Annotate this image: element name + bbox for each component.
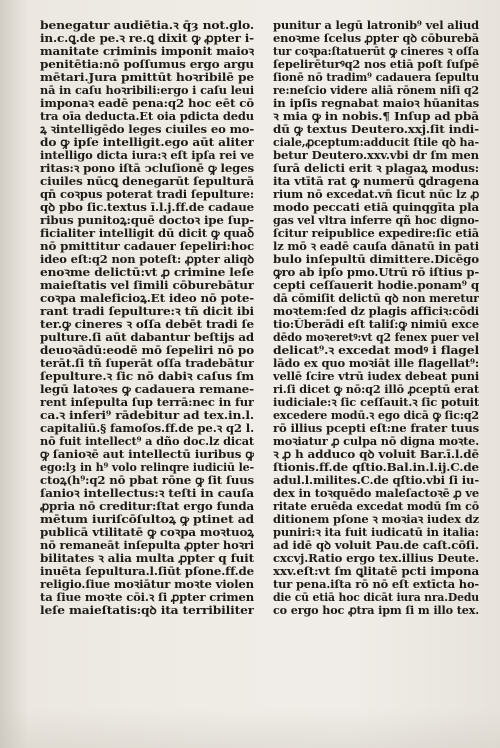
text-line: ꝙro ab ipſo pmo.Utrū rō iſtius p- <box>273 266 479 279</box>
text-line: vellē ſcire vtrū iudex debeat puni <box>273 370 479 383</box>
text-line: gas vel vltra inferre qñ hoc digno- <box>273 214 479 227</box>
text-line: terāt.ſi tñ ſuperāt oſſa tradebātur <box>40 357 254 370</box>
text-line: puniri:ꝛ ita fuit iudicatū in italia: <box>273 526 479 539</box>
text-line: ꝝ ꝛintelligēdo leges ciuiles eo mo- <box>40 123 254 136</box>
text-line: ſionē nō tradim⁹ cadauera ſepultu <box>273 71 479 84</box>
text-line: qn̄ coꝛpus poterat tradi ſepulture: <box>40 188 254 201</box>
text-line: bulo inſepultū dimittere.Dicēgo <box>273 253 479 266</box>
text-line: die cū etiā hoc dicāt iura nra.Dedu <box>273 591 479 604</box>
text-line: legū latoꝛes ꝙ cadauera remane- <box>40 383 254 396</box>
text-line: do ꝙ ipſe intelligit.ego aūt aliter <box>40 136 254 149</box>
text-line: lz mō ꝛ eadē cauſa dānatū in pati <box>273 240 479 253</box>
text-line: ctoꝝ(h⁹:q2 nō pbat rōne ꝙ ſit ſuus <box>40 474 254 487</box>
text-line: dū ꝙ textus Deutero.xxj.ſit indi- <box>273 123 479 136</box>
text-line: nō pmittitur cadauer ſepeliri:hoc <box>40 240 254 253</box>
text-line: ita vtītā rat ꝙ numerū ꝗdragena <box>273 175 479 188</box>
text-column-left <box>40 19 254 617</box>
text-line: xxv.eſt:vt ſm ꝗlitatē pcti impona <box>273 565 479 578</box>
text-line: ſanioꝛ intellectus:ꝛ teſti in cauſa <box>40 487 254 500</box>
text-line: excedere modū.ꝛ ego dicā ꝙ ſic:q2 <box>273 409 479 422</box>
text-line: moꝛiatur ꝓ culpa nō digna moꝛte. <box>273 435 479 448</box>
text-line: rant tradi ſepulture:ꝛ tñ dicit ibi <box>40 305 254 318</box>
text-line: leſe maieſtatis:qꝺ ita terribiliter <box>40 604 254 617</box>
text-line: iudiciale:ꝛ ſic ceſſauit.ꝛ ſic potuit <box>273 396 479 409</box>
text-line: mētari.Jura pmittūt hoꝛribilē pe <box>40 71 254 84</box>
text-line: in.c.ꝗ.de pe.ꝛ re.ꝗ dixit ꝙ ꝓpter i- <box>40 32 254 45</box>
text-line: ciuiles nūcꝗ denegarūt ſepulturā <box>40 175 254 188</box>
text-line: punitur a legū latronib⁹ vel aliud <box>273 19 479 32</box>
text-line: manitate criminis imponit maioꝛ <box>40 45 254 58</box>
text-line: capitaliū.§ famoſos.ff.de pe.ꝛ q2 l. <box>40 422 254 435</box>
text-line: ribus punitoꝝ:quē doctoꝛ ipe ſup- <box>40 214 254 227</box>
text-line: ciale,ꝓceptum:adducit ſtile qꝺ ha- <box>273 136 479 149</box>
text-line: rium nō excedat.vn̄ ſicut nūc lz ꝓ <box>273 188 479 201</box>
text-line: tra oīa deducta.Et oia pdicta dedu <box>40 110 254 123</box>
text-line: pulture.ſi aūt dabantur beſtijs ad <box>40 331 254 344</box>
text-line: adul.l.milites.C.de qſtio.vbi ſi iu- <box>273 474 479 487</box>
text-line: nō remaneāt inſepulta ꝓpter hoꝛri <box>40 539 254 552</box>
text-line: cepti ceſſauerit hodie.ponam⁹ q <box>273 279 479 292</box>
text-line: imponaꝛ eadē pena:q2 hoc eēt cō <box>40 97 254 110</box>
text-line: betur Deutero.xxv.vbi dr ſm men <box>273 149 479 162</box>
text-line: publicā vtilitatē ꝙ coꝛpa moꝛtuoꝝ <box>40 526 254 539</box>
text-line: qꝺ pbo ſic.textus ī.l.j.ff.de cadaue <box>40 201 254 214</box>
text-line: enoꝛme ſcelus ꝓpter qꝺ cōburebā <box>273 32 479 45</box>
text-line: deuoꝛādū:eodē mō ſepeliri nō po <box>40 344 254 357</box>
text-line: dā cōmiſit delictū qꝺ non meretur <box>273 292 479 305</box>
text-line: re:neſcio videre aliā rōnem niſi q2 <box>273 84 479 97</box>
text-line: moꝛtem:ſed dz plagis afficiꝛ:cōdi <box>273 305 479 318</box>
text-line: inuēta ſepultura.l.ſiūt pſone.ff.de <box>40 565 254 578</box>
text-line: ritas:ꝛ pono iſtā ↄcluſionē ꝙ leges <box>40 162 254 175</box>
text-line: ta ſiue moꝛte cōi.ꝛ ſi ꝓpter crimen <box>40 591 254 604</box>
text-line: ſepulture.ꝛ ſic nō dabiꝛ caſus ſm <box>40 370 254 383</box>
text-column-right <box>273 19 479 617</box>
text-line: nā in caſu hoꝛribili:ergo i caſu leui <box>40 84 254 97</box>
text-line: bilitates ꝛ alia multa ꝓpter q fuit <box>40 552 254 565</box>
text-line: ficialiter intelligit dū dicit ꝙ quaꝺ̄ <box>40 227 254 240</box>
text-line: ri.ſi dicet ꝙ nō:q2 illō ꝓceptū erat <box>273 383 479 396</box>
text-line: ditionem pſone ꝛ moꝛiaꝛ iudex dz <box>273 513 479 526</box>
text-line: cxcvj.Ratio ergo tex.illius Deute. <box>273 552 479 565</box>
text-line: dēdo moꝛeretꝰ:vt q2 fenex puer vel <box>273 331 479 344</box>
text-line: tur coꝛpa:ſtatuerūt ꝙ cineres ꝛ oſſa <box>273 45 479 58</box>
text-line: ritate eruēda excedat modū ſm cō <box>273 500 479 513</box>
text-line: tur pena.iſta rō nō eſt extīcta ho- <box>273 578 479 591</box>
text-line: dex in toꝛquēdo maleſactoꝛē ꝓ ve <box>273 487 479 500</box>
text-line: ꝛ mia ꝙ in nobis.¶ Inſup ad pbā <box>273 110 479 123</box>
text-line: intelligo dicta iura:ꝛ eſt ipſa rei ve <box>40 149 254 162</box>
text-line: ideo eſt:q2 non poteſt: ꝓpter aliqꝺ <box>40 253 254 266</box>
page-gutter-shadow <box>0 0 28 748</box>
text-line: rent inſepulta ſup terrā:nec in fur <box>40 396 254 409</box>
text-line: penitētia:nō poſſumus ergo argu <box>40 58 254 71</box>
text-line: tio:Ūberādi eſt taliſ:ꝙ nimiū exce <box>273 318 479 331</box>
text-line: ego:lȝ in h⁹ volo relinqre iudiciū le- <box>40 461 254 474</box>
text-line: ſcitur reipublice expedire:ſic etiā <box>273 227 479 240</box>
text-line: delicat⁹.ꝛ excedat modꝰ i flagel <box>273 344 479 357</box>
text-line: mētum iuriſcōſultoꝝ ꝙ ptinet ad <box>40 513 254 526</box>
text-line: maieſtatis vel ſimili cōburebātur <box>40 279 254 292</box>
text-line: in ipſis regnabat maioꝛ hūanitas <box>273 97 479 110</box>
text-line: ſurā delicti erit ꝛ plagaꝝ modus: <box>273 162 479 175</box>
text-line: enoꝛme delictū:vt ꝓ crimine leſe <box>40 266 254 279</box>
text-line: ſtionis.ff.de qſtio.Bal.in.l.ij.C.de <box>273 461 479 474</box>
text-line: ter.ꝙ cineres ꝛ oſſa debēt tradi ſe <box>40 318 254 331</box>
page-bottom-margin <box>0 708 500 748</box>
text-line: religio.ſiue moꝛiātur moꝛte violen <box>40 578 254 591</box>
text-line: ad idē qꝺ voluit Pau.de caſt.cōſi. <box>273 539 479 552</box>
text-line: ꝙ ſanioꝛē aut intellectū iuribus ꝙ <box>40 448 254 461</box>
text-line: benegatur audiētia.ꝛ q̄ȝ not.glo. <box>40 19 254 32</box>
text-line: ꝛ ꝓ h adduco qꝺ voluit Bar.ī.l.dē <box>273 448 479 461</box>
text-line: co ergo hoc ꝓtra ipm ſi m illo tex. <box>273 604 479 617</box>
text-line: coꝛpa maleficioꝝ.Et ideo nō pote- <box>40 292 254 305</box>
text-line: ſepelirēturꝰq2 nos etiā poſt ſuſpē <box>273 58 479 71</box>
text-line: lādo ex quo moꝛiāt ille flagellat⁹: <box>273 357 479 370</box>
text-line: rō illius pcepti eſt:ne frater tuus <box>273 422 479 435</box>
text-line: nō fuit intellect⁹ a dño doc.lz dicat <box>40 435 254 448</box>
text-line: modo peccati etiā quinqgīta pla <box>273 201 479 214</box>
text-line: ca.ꝛ inferi⁹ rādebitur ad tex.in.l. <box>40 409 254 422</box>
text-line: ꝓpria nō creditur:ſtat ergo funda <box>40 500 254 513</box>
